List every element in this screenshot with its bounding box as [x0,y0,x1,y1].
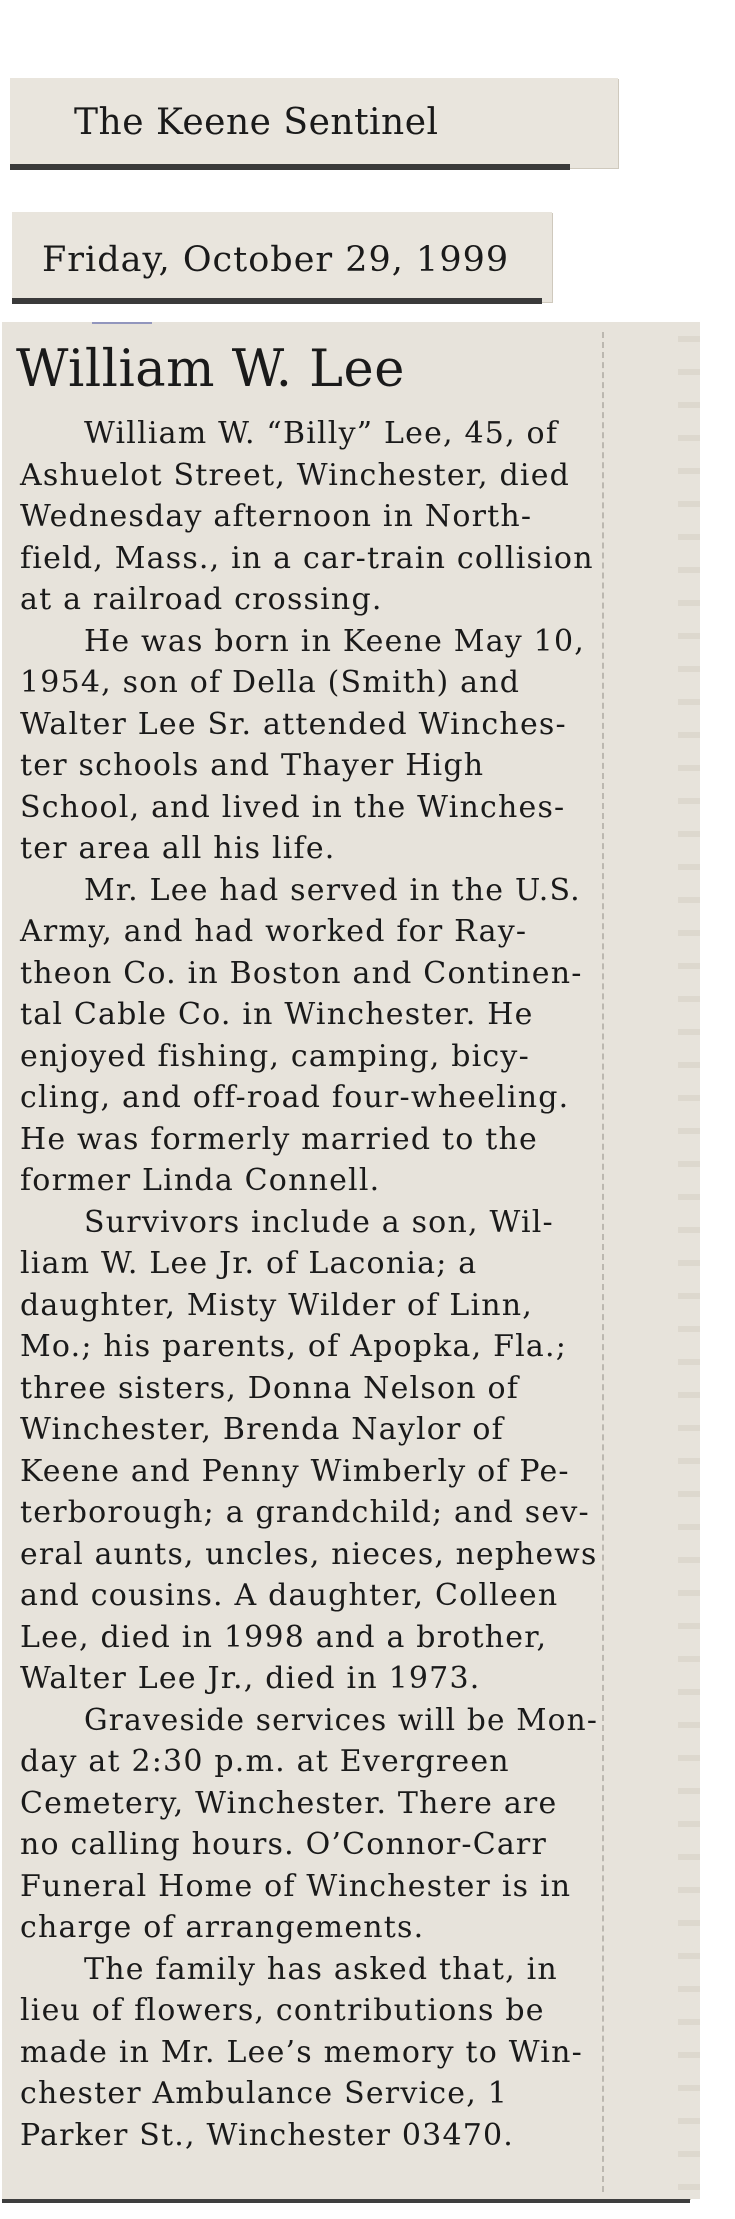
body-line: no calling hours. O’Connor-Carr [20,1827,548,1862]
body-line: field, Mass., in a car-train collision [20,540,594,576]
body-line: 1954, son of Della (Smith) and [20,665,521,700]
body-line: Walter Lee Sr. attended Winches- [20,706,567,742]
body-line: terborough; a grandchild; and sev- [20,1495,590,1530]
body-line: Funeral Home of Winchester is in [20,1868,572,1904]
body-line: eral aunts, uncles, nieces, nephews [20,1536,598,1572]
body-line: Mr. Lee had served in the U.S. [84,872,581,908]
body-line: Lee, died in 1998 and a brother, [20,1619,548,1655]
body-line: Army, and had worked for Ray- [20,914,528,949]
body-line: He was born in Keene May 10, [84,623,585,659]
body-line: Survivors include a son, Wil- [84,1204,554,1240]
body-line: Cemetery, Winchester. There are [20,1785,558,1821]
torn-edge [678,322,700,2199]
body-line: William W. “Billy” Lee, 45, of [84,416,559,451]
body-line: and cousins. A daughter, Colleen [20,1578,559,1613]
body-line: Winchester, Brenda Naylor of [20,1412,504,1447]
body-line: former Linda Connell. [20,1163,381,1198]
body-line: three sisters, Donna Nelson of [20,1370,520,1406]
body-line: at a railroad crossing. [20,582,383,617]
body-line: enjoyed fishing, camping, bicy- [20,1038,530,1074]
body-line: lieu of flowers, contributions be [20,1993,545,2028]
body-line: He was formerly married to the [20,1121,538,1157]
body-line: Graveside services will be Mon- [84,1702,599,1738]
body-line: charge of arrangements. [20,1910,425,1945]
body-line: made in Mr. Lee’s memory to Win- [20,2034,583,2070]
publication-date: Friday, October 29, 1999 [42,240,510,280]
body-line: Wednesday afternoon in North- [20,499,533,534]
body-line: School, and lived in the Winches- [20,789,566,825]
body-line: daughter, Misty Wilder of Linn, [20,1287,534,1323]
body-line: theon Co. in Boston and Continen- [20,955,583,991]
body-line: Parker St., Winchester 03470. [20,2117,515,2153]
body-line: ter area all his life. [20,831,336,866]
body-line: chester Ambulance Service, 1 [20,2076,508,2111]
body-line: ter schools and Thayer High [20,748,485,783]
body-line: Walter Lee Jr., died in 1973. [20,1661,481,1696]
body-line: day at 2:30 p.m. at Evergreen [20,1744,510,1779]
clipping-edge [2,2199,690,2203]
body-line: liam W. Lee Jr. of Laconia; a [20,1246,478,1281]
ink-mark [92,322,152,334]
clipping-edge [10,164,570,170]
body-line: tal Cable Co. in Winchester. He [20,997,534,1032]
obituary-headline: William W. Lee [16,340,405,399]
body-line: The family has asked that, in [84,1951,558,1987]
body-line: Mo.; his parents, of Apopka, Fla.; [20,1329,568,1364]
date-clipping [12,212,552,302]
body-line: Keene and Penny Wimberly of Pe- [20,1453,570,1489]
clipping-edge [12,298,542,304]
body-line: Ashuelot Street, Winchester, died [20,457,571,493]
body-line: cling, and off-road four-wheeling. [20,1080,570,1115]
fold-crease [602,332,604,2192]
newspaper-name: The Keene Sentinel [74,102,439,143]
obituary-clipping [2,322,690,2199]
masthead-clipping [10,78,618,168]
